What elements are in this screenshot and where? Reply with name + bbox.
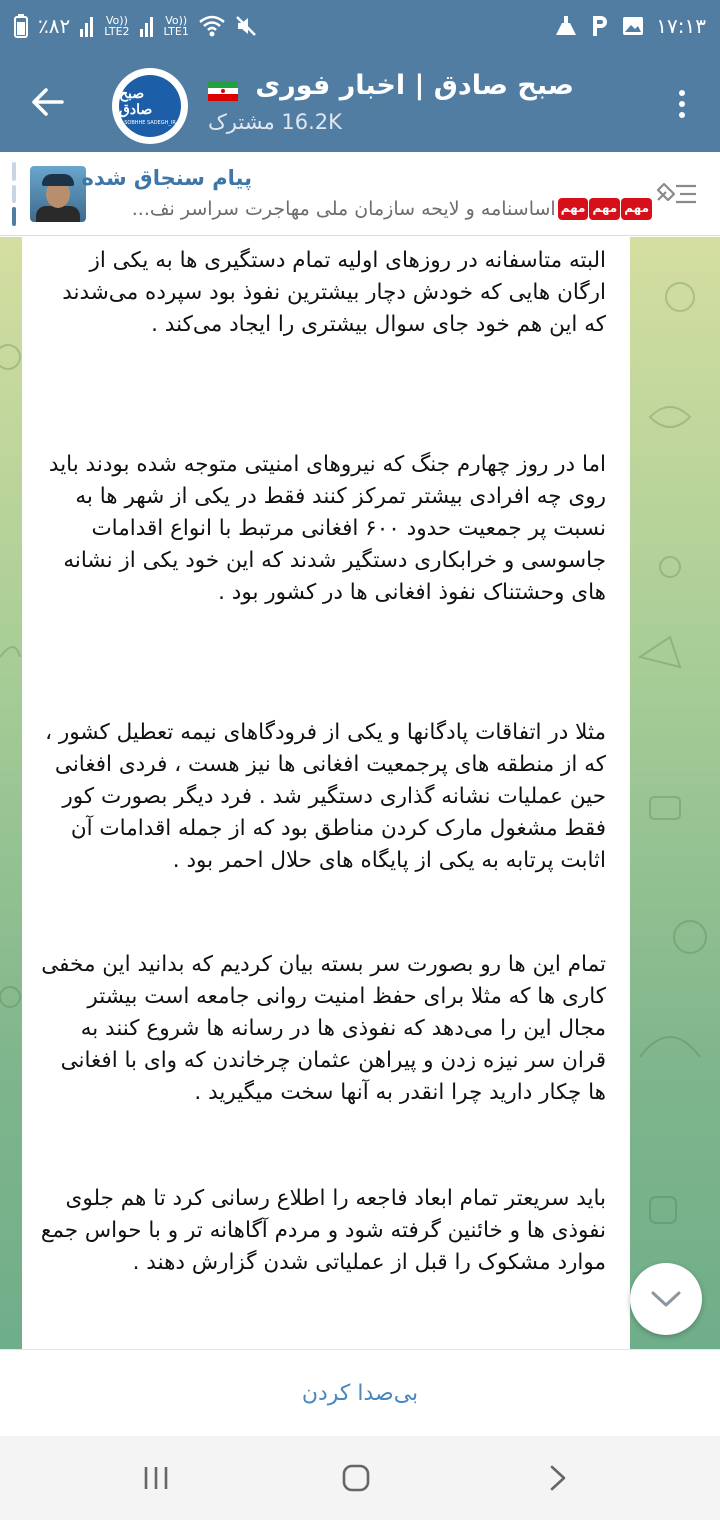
recent-apps-button[interactable] (134, 1458, 178, 1498)
signal-icon (140, 15, 154, 37)
pinned-indicator-segment (12, 162, 16, 181)
signal-icon (80, 15, 94, 37)
message-paragraph: باید سریعتر تمام ابعاد فاجعه را اطلاع رسانی کرد تا هم جلوی نفوذی ها و خائنین گرفته شود و مردم آگاهانه تر و با حواس جمع موارد مشکوک را قبل از عملیاتی شدن گزارش دهند . (40, 1186, 606, 1275)
home-button[interactable] (334, 1458, 378, 1498)
channel-logo (119, 75, 181, 137)
battery-icon (14, 14, 28, 38)
chevron-down-icon (650, 1289, 682, 1309)
status-bar (0, 0, 720, 52)
pinned-list-button[interactable] (654, 176, 698, 212)
thumb-body (36, 206, 80, 222)
pinned-tags (558, 198, 652, 220)
pinned-message-bar[interactable] (0, 152, 720, 236)
wifi-icon (199, 15, 225, 37)
pinned-indicator-segment (12, 185, 16, 204)
dot-icon (679, 90, 685, 96)
important-tag: مهم (621, 198, 652, 220)
dot-icon (679, 112, 685, 118)
message-bubble[interactable] (22, 237, 630, 1349)
pinned-thumbnail (30, 166, 86, 222)
channel-title-text: صبح صادق | اخبار فوری (255, 70, 574, 101)
back-button[interactable] (22, 76, 74, 128)
battery-percent: ٪۸۲ (38, 14, 71, 38)
channel-logo-text: صبح صادق (119, 86, 153, 118)
gallery-icon (622, 16, 644, 36)
status-right-group (554, 10, 706, 42)
mute-button[interactable]: بی‌صدا کردن (301, 1380, 419, 1406)
channel-logo-subtext: SOBHHE SADEGH_IR (124, 120, 176, 126)
channel-title[interactable] (208, 70, 574, 101)
home-icon (341, 1463, 371, 1493)
chevron-right-icon (548, 1464, 568, 1492)
chat-area[interactable] (0, 237, 720, 1349)
pinned-text: اساسنامه و لایحه سازمان ملی مهاجرت سراسر نف... (131, 198, 556, 220)
sim1-label: Vo)) (105, 14, 128, 27)
parking-icon (590, 14, 610, 38)
channel-header (0, 52, 720, 152)
more-options-button[interactable] (664, 84, 700, 124)
pinned-preview (96, 198, 652, 220)
subscriber-count: 16.2K مشترک (208, 110, 342, 134)
message-paragraph: اما در روز چهارم جنگ که نیروهای امنیتی متوجه شده بودند باید روی چه افرادی بیشتر تمرکز کنند فقط در یکی از شهر ها به نسبت پر جمعیت حدود ۶۰۰ افغانی مرتبط با انواع اقدامات جاسوسی و خرابکاری دستگیر شدند که این خود یکی از نشانه های وحشتناک نفوذ افغانی ها در کشور بود . (48, 452, 606, 605)
thumb-hat (42, 174, 74, 186)
iran-flag-icon (208, 77, 238, 97)
pinned-indicator-segment-active (12, 207, 16, 226)
message-paragraph: مثلا در اتفاقات پادگانها و یکی از فرودگاهای نیمه تعطیل کشور ، که از منطقه های پرجمعیت افغانی ها نیز هست ، فردی افغانی حین عملیات نشانه گذاری دستگیر شد . فرد دیگر بصورت کور فقط مشغول مارک کردن مناطق بود که از جمله اقدامات آن اثابت پرتابه به یکی از پایگاه های حلال احمر بود . (45, 720, 606, 873)
message-paragraph: البته متاسفانه در روزهای اولیه تمام دستگیری ها به یکی از ارگان هایی که خودش دچار بیشترین نفوذ بود سپرده می‌شدند که این هم خود جای سوال بیشتری را ایجاد می‌کند . (62, 248, 606, 337)
mute-bar (0, 1349, 720, 1436)
message-paragraph: تمام این ها رو بصورت سر بسته بیان کردیم که بدانید این مخفی کاری ها که مثلا برای حفظ امنیت روانی جامعه است بیشتر مجال این را می‌دهد که نفوذی ها در رسانه ها شروع کنند به قران سر نیزه زدن و پیراهن عثمان چرخاندن که وای با افغانی ها چکار دارید چرا انقدر به آنها سخت میگیرید . (41, 952, 606, 1105)
important-tag: مهم (589, 198, 620, 220)
status-time: ۱۷:۱۳ (656, 14, 706, 38)
status-left-group (14, 10, 420, 42)
pinned-indicator (12, 162, 16, 226)
sim2-indicator (164, 15, 189, 37)
sim1-net: LTE2 (104, 25, 130, 38)
back-arrow-icon (32, 88, 64, 116)
important-tag: مهم (558, 198, 589, 220)
sim2-label: Vo)) (165, 14, 188, 27)
system-nav-bar (0, 1436, 720, 1520)
scroll-down-button[interactable] (630, 1263, 702, 1335)
dot-icon (679, 101, 685, 107)
sim1-indicator (104, 15, 129, 37)
sim2-net: LTE1 (163, 25, 189, 38)
unpin-list-icon (654, 176, 698, 212)
channel-avatar[interactable] (112, 68, 188, 144)
back-nav-button[interactable] (536, 1458, 580, 1498)
mute-icon (235, 15, 257, 37)
pinned-title: پیام سنجاق شده (81, 166, 252, 190)
cleaner-icon (554, 15, 578, 37)
recent-apps-icon (141, 1465, 171, 1491)
